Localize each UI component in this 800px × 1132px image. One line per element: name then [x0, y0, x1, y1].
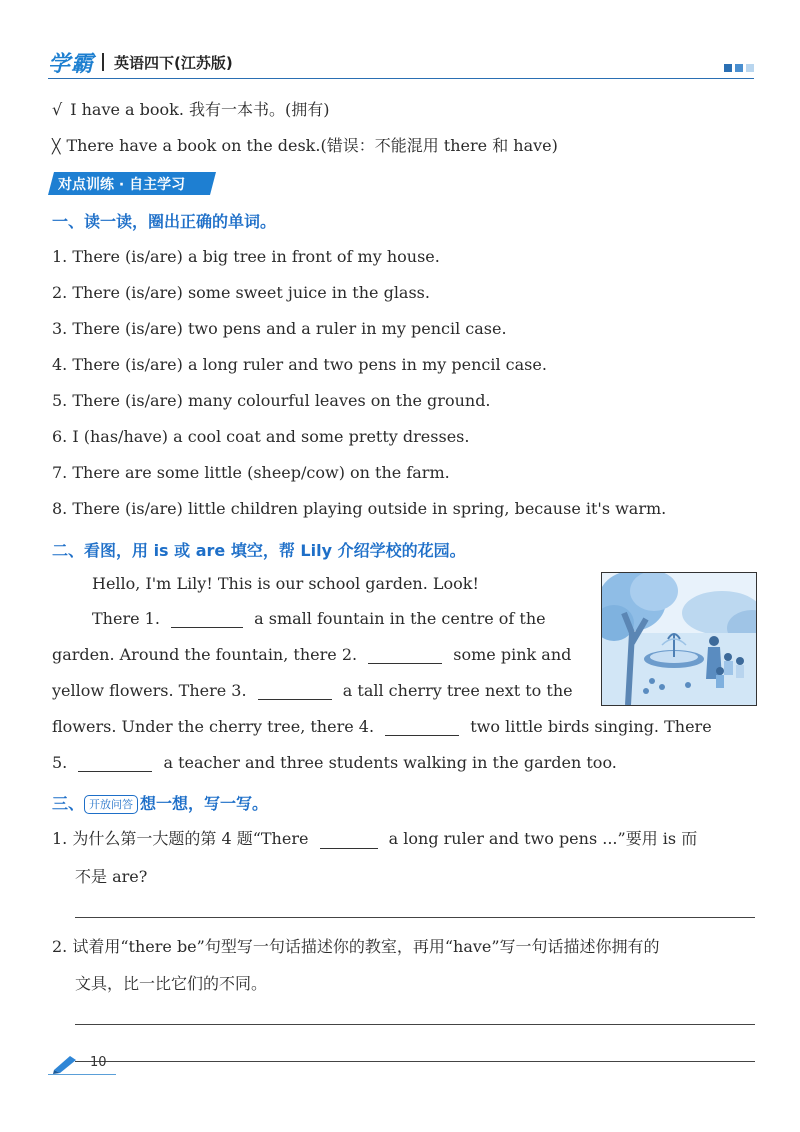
example-correct-text: I have a book. 我有一本书。(拥有): [70, 100, 330, 119]
header-decoration: [724, 64, 754, 72]
passage-intro: Hello, I'm Lily! This is our school garden. Look!: [92, 574, 479, 593]
passage-text: some pink and: [453, 645, 572, 664]
section3-prefix: 三、: [52, 794, 85, 813]
passage-line-2: [52, 645, 571, 664]
logo-divider: [102, 53, 104, 71]
answer-line-1[interactable]: [75, 917, 755, 918]
blank-4[interactable]: [385, 721, 459, 736]
passage-text: a small fountain in the centre of the: [254, 609, 546, 628]
list-item: 4. There (is/are) a long ruler and two pens in my pencil case.: [52, 355, 547, 374]
open-question-badge: 开放问答: [84, 795, 138, 814]
list-item: 3. There (is/are) two pens and a ruler in my pencil case.: [52, 319, 507, 338]
example-wrong-text: There have a book on the desk.(错误：不能混用 there 和 have): [66, 136, 558, 155]
example-correct: [52, 97, 330, 120]
passage-line-5: [52, 753, 617, 772]
blank-5[interactable]: [78, 757, 152, 772]
passage-text: yellow flowers. There 3.: [52, 681, 247, 700]
header-square-3: [746, 64, 754, 72]
question-text: 1. 为什么第一大题的第 4 题“There: [52, 829, 309, 848]
question-1-blank[interactable]: [320, 834, 378, 849]
list-item: 2. There (is/are) some sweet juice in the glass.: [52, 283, 430, 302]
garden-scene-image: [602, 573, 756, 705]
garden-illustration: [601, 572, 757, 706]
question-text: a long ruler and two pens ...”要用 is 而: [388, 829, 698, 848]
passage-text: flowers. Under the cherry tree, there 4.: [52, 717, 375, 736]
tag-label: 对点训练 · 自主学习: [58, 177, 186, 193]
passage-line-4: [52, 717, 712, 736]
section1-heading: 一、读一读，圈出正确的单词。: [52, 212, 277, 231]
answer-line-2[interactable]: [75, 1024, 755, 1025]
section3-title: 想一想，写一写。: [140, 794, 269, 813]
list-item: 8. There (is/are) little children playing outside in spring, because it's warm.: [52, 499, 667, 518]
answer-line-3[interactable]: [75, 1061, 755, 1062]
footer-divider: [48, 1074, 116, 1075]
passage-line-3: [52, 681, 573, 700]
question-1-line-1: [52, 826, 697, 849]
header-divider: [48, 78, 754, 79]
passage-text: two little birds singing. There: [470, 717, 712, 736]
question-2-line-2: 文具，比一比它们的不同。: [75, 974, 268, 993]
list-item: 6. I (has/have) a cool coat and some pretty dresses.: [52, 427, 470, 446]
practice-tag: [48, 171, 220, 196]
example-wrong: [52, 133, 558, 156]
list-item: 1. There (is/are) a big tree in front of my house.: [52, 247, 440, 266]
passage-text: a teacher and three students walking in the garden too.: [163, 753, 617, 772]
passage-text: a tall cherry tree next to the: [342, 681, 573, 700]
logo-text: 学霸: [48, 51, 95, 77]
passage-text: 5.: [52, 753, 68, 772]
cross-mark-icon: ╳: [52, 139, 61, 155]
question-1-line-2: 不是 are?: [75, 867, 148, 886]
section2-heading: 二、看图，用 is 或 are 填空，帮 Lily 介绍学校的花园。: [52, 541, 466, 560]
page-number: 10: [90, 1055, 107, 1070]
question-2-line-1: 2. 试着用“there be”句型写一句话描述你的教室，再用“have”写一句话描述你拥有的: [52, 937, 660, 956]
list-item: 7. There are some little (sheep/cow) on the farm.: [52, 463, 450, 482]
check-mark-icon: √: [52, 100, 63, 119]
blank-1[interactable]: [171, 613, 243, 628]
passage-line-1: [92, 609, 546, 628]
brand-logo: [48, 46, 233, 78]
blank-2[interactable]: [368, 649, 442, 664]
list-item: 5. There (is/are) many colourful leaves on the ground.: [52, 391, 491, 410]
section3-heading: [52, 791, 268, 814]
pencil-icon: [52, 1052, 80, 1074]
passage-text: There 1.: [92, 609, 160, 628]
header-square-2: [735, 64, 743, 72]
passage-text: garden. Around the fountain, there 2.: [52, 645, 358, 664]
header-square-1: [724, 64, 732, 72]
blank-3[interactable]: [258, 685, 332, 700]
book-title: 英语四下(江苏版): [114, 53, 233, 72]
